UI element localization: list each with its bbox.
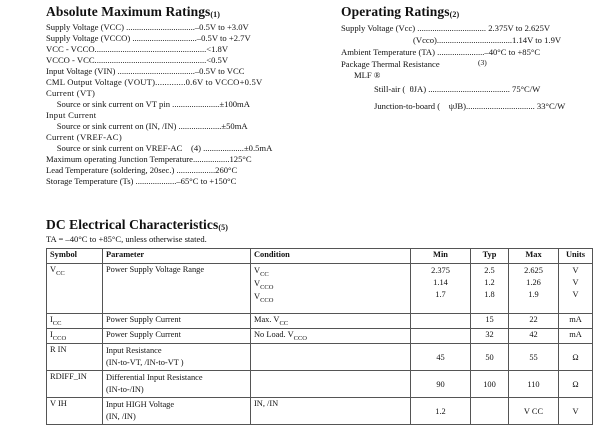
abs-max-line: CML Output Voltage (VOUT).............0.6V to VCCO+0.5V bbox=[46, 77, 263, 87]
cell-min bbox=[411, 264, 471, 314]
value-max: 2.625 bbox=[524, 266, 543, 275]
symbol-text: I bbox=[50, 315, 53, 324]
header-condition: Condition bbox=[251, 249, 411, 264]
table-row bbox=[47, 371, 593, 398]
cell-symbol: RDIFF_IN bbox=[47, 371, 103, 398]
cell-typ: 100 bbox=[471, 371, 509, 398]
operating-line: Ambient Temperature (TA) ......................–40°C to +85°C bbox=[341, 47, 541, 57]
cell-max bbox=[509, 264, 559, 314]
cell-min: 90 bbox=[411, 371, 471, 398]
table-row bbox=[47, 344, 593, 371]
abs-max-line: VCC - VCCO....................................................<1.8V bbox=[46, 44, 229, 54]
dc-header-row bbox=[47, 249, 593, 264]
cell-typ bbox=[471, 398, 509, 425]
value-units: V bbox=[572, 266, 579, 275]
value-min: 2.375 bbox=[431, 266, 450, 275]
condition-sub: CCO bbox=[260, 284, 274, 291]
abs-max-line: VCCO - VCC....................................................<0.5V bbox=[46, 55, 229, 65]
abs-max-title-text: Absolute Maximum Ratings bbox=[46, 4, 211, 19]
cell-units: Ω bbox=[559, 344, 593, 371]
header-symbol: Symbol bbox=[47, 249, 103, 264]
cell-condition bbox=[251, 371, 411, 398]
header-typ: Typ bbox=[471, 249, 509, 264]
condition-text: No Load. V bbox=[254, 330, 294, 339]
parameter-line: (IN, /IN) bbox=[106, 412, 136, 421]
abs-max-line: Storage Temperature (Ts) ...................–65°C to +150°C bbox=[46, 176, 237, 186]
cell-symbol bbox=[47, 314, 103, 329]
cell-parameter bbox=[103, 344, 251, 371]
condition-text: V bbox=[254, 292, 261, 301]
cell-max: V CC bbox=[509, 398, 559, 425]
cell-parameter bbox=[103, 398, 251, 425]
cell-units bbox=[559, 264, 593, 314]
header-min: Min bbox=[411, 249, 471, 264]
cell-units: mA bbox=[559, 314, 593, 329]
abs-max-line: Current (VREF-AC) bbox=[46, 132, 122, 142]
cell-parameter: Power Supply Current bbox=[103, 314, 251, 329]
symbol-text: V bbox=[50, 265, 57, 274]
condition-sub: CC bbox=[279, 320, 289, 327]
table-row bbox=[47, 314, 593, 329]
operating-line: Still-air ( θJA) ...................................... 75°C/W bbox=[374, 84, 541, 94]
operating-line: MLF ® bbox=[354, 70, 381, 80]
cell-min bbox=[411, 314, 471, 329]
cell-max: 55 bbox=[509, 344, 559, 371]
cell-typ: 50 bbox=[471, 344, 509, 371]
operating-line: Package Thermal Resistance bbox=[341, 59, 440, 69]
cell-condition bbox=[251, 264, 411, 314]
cell-symbol: V IH bbox=[47, 398, 103, 425]
cell-min bbox=[411, 329, 471, 344]
condition-text: Max. V bbox=[254, 315, 280, 324]
cell-condition bbox=[251, 344, 411, 371]
abs-max-title bbox=[46, 4, 220, 20]
dc-title bbox=[46, 217, 228, 233]
abs-max-line: Maximum operating Junction Temperature.................125°C bbox=[46, 154, 252, 164]
cell-parameter: Power Supply Voltage Range bbox=[103, 264, 251, 314]
header-max: Max bbox=[509, 249, 559, 264]
operating-note: (2) bbox=[449, 10, 460, 19]
table-row bbox=[47, 398, 593, 425]
dc-title-text: DC Electrical Characteristics bbox=[46, 217, 219, 232]
operating-title-text: Operating Ratings bbox=[341, 4, 450, 19]
cell-symbol: R IN bbox=[47, 344, 103, 371]
abs-max-line: Source or sink current on (IN, /IN) ....................±50mA bbox=[46, 121, 248, 131]
value-min: 1.14 bbox=[433, 278, 448, 287]
operating-title bbox=[341, 4, 459, 20]
cell-max: 110 bbox=[509, 371, 559, 398]
cell-condition: IN, /IN bbox=[251, 398, 411, 425]
abs-max-list bbox=[46, 22, 272, 187]
value-max: 1.26 bbox=[526, 278, 541, 287]
operating-line: Junction-to-board ( ψJB)................................ 33°C/W bbox=[374, 101, 566, 111]
value-max: 1.9 bbox=[528, 290, 539, 299]
cell-units: V bbox=[559, 398, 593, 425]
cell-symbol bbox=[47, 329, 103, 344]
cell-condition bbox=[251, 329, 411, 344]
cell-typ: 15 bbox=[471, 314, 509, 329]
cell-parameter: Power Supply Current bbox=[103, 329, 251, 344]
symbol-sub: CCO bbox=[52, 335, 67, 342]
abs-max-line: Source or sink current on VREF-AC (4) ...................±0.5mA bbox=[46, 143, 273, 153]
cell-units: mA bbox=[559, 329, 593, 344]
parameter-line: Input Resistance bbox=[106, 346, 162, 355]
value-typ: 1.2 bbox=[484, 278, 495, 287]
cell-typ bbox=[471, 264, 509, 314]
cell-max: 42 bbox=[509, 329, 559, 344]
value-units: V bbox=[572, 290, 579, 299]
symbol-text: I bbox=[50, 330, 53, 339]
cell-units: Ω bbox=[559, 371, 593, 398]
cell-condition bbox=[251, 314, 411, 329]
operating-footnote-3: (3) bbox=[478, 58, 487, 67]
cell-parameter bbox=[103, 371, 251, 398]
parameter-line: (IN-to-/IN) bbox=[106, 385, 144, 394]
condition-sub: CCO bbox=[293, 335, 307, 342]
symbol-sub: CC bbox=[56, 270, 65, 277]
symbol-sub: CC bbox=[52, 320, 62, 327]
cell-symbol bbox=[47, 264, 103, 314]
condition-text: V bbox=[254, 279, 261, 288]
abs-max-line: Lead Temperature (soldering, 20sec.) ..................260°C bbox=[46, 165, 238, 175]
operating-line: (Vcco)...................................1.14V to 1.9V bbox=[413, 35, 562, 45]
condition-text: V bbox=[254, 266, 261, 275]
abs-max-line: Input Current bbox=[46, 110, 97, 120]
abs-max-line: Current (VT) bbox=[46, 88, 96, 98]
cell-typ: 32 bbox=[471, 329, 509, 344]
cell-min: 45 bbox=[411, 344, 471, 371]
dc-note: (5) bbox=[218, 223, 228, 232]
abs-max-line: Input Voltage (VIN) ....................................–0.5V to VCC bbox=[46, 66, 245, 76]
abs-max-note: (1) bbox=[210, 10, 221, 19]
parameter-line: Input HIGH Voltage bbox=[106, 400, 175, 409]
value-typ: 2.5 bbox=[484, 266, 495, 275]
abs-max-line: Supply Voltage (VCC) ................................–0.5V to +3.0V bbox=[46, 22, 249, 32]
parameter-line: Differential Input Resistance bbox=[106, 373, 203, 382]
header-units: Units bbox=[559, 249, 593, 264]
dc-condition-line: TA = –40°C to +85°C, unless otherwise stated. bbox=[46, 234, 207, 244]
header-parameter: Parameter bbox=[103, 249, 251, 264]
value-typ: 1.8 bbox=[484, 290, 495, 299]
parameter-line: (IN-to-VT, /IN-to-VT ) bbox=[106, 358, 184, 367]
cell-max: 22 bbox=[509, 314, 559, 329]
value-min: 1.7 bbox=[435, 290, 446, 299]
cell-min: 1.2 bbox=[411, 398, 471, 425]
abs-max-line: Source or sink current on VT pin ......................±100mA bbox=[46, 99, 250, 109]
table-row bbox=[47, 329, 593, 344]
operating-line: Supply Voltage (Vcc) ................................ 2.375V to 2.625V bbox=[341, 23, 551, 33]
condition-sub: CC bbox=[260, 271, 269, 278]
value-units: V bbox=[572, 278, 579, 287]
table-row bbox=[47, 264, 593, 314]
abs-max-line: Supply Voltage (VCCO) ..............................–0.5V to +2.7V bbox=[46, 33, 251, 43]
condition-sub: CCO bbox=[260, 297, 274, 304]
dc-table bbox=[46, 248, 593, 425]
